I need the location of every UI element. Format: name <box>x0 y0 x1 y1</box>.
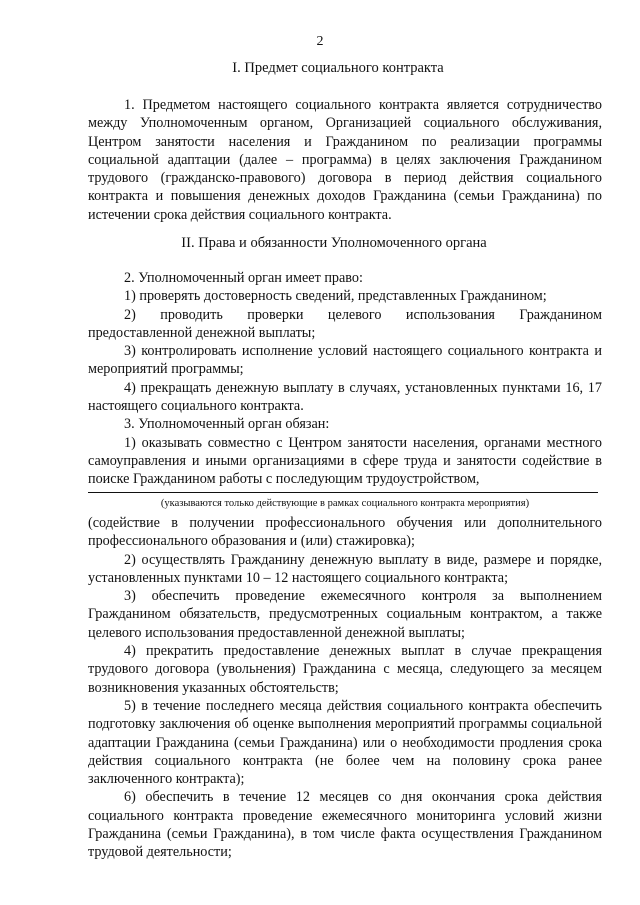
paragraph-3-item-6: 6) обеспечить в течение 12 месяцев со дня окончания срока действия социального контракта проведение ежемесячного мониторинга условий жизни Гражданина (семьи Гражданина), в том числе факта осуществления Гражданином трудовой деятельности; <box>88 789 602 861</box>
paragraph-2-item-2: 2) проводить проверки целевого использования Гражданином предоставленной денежной выплаты; <box>88 306 602 341</box>
section-2-body-continued <box>88 514 602 862</box>
paragraph-3-item-1-continued: (содействие в получении профессионального обучения или дополнительного профессионального образования и (или) стажировка); <box>88 515 602 550</box>
section-1-heading: I. Предмет социального контракта <box>232 60 444 76</box>
paragraph-2: 2. Уполномоченный орган имеет право: <box>124 270 363 286</box>
footnote-rule <box>88 492 598 493</box>
paragraph-1: 1. Предметом настоящего социального контракта является сотрудничество между Уполномоченным органом, Организацией социального обслуживания, Центром занятости населения и Гражданином по реализации программы социальной адаптации (далее – программа) в целях заключения Гражданином трудового (гражданско-правового) договора в период действия социального контракта и повышения денежных доходов Гражданина (семьи Гражданина) по истечении срока действия социального контракта. <box>88 97 602 223</box>
paragraph-2-item-1: 1) проверять достоверность сведений, представленных Гражданином; <box>124 288 547 305</box>
paragraph-2-item-4: 4) прекращать денежную выплату в случаях, установленных пунктами 16, 17 настоящего социального контракта. <box>88 379 602 415</box>
paragraph-3-item-5: 5) в течение последнего месяца действия социального контракта обеспечить подготовку заключения об оценке выполнения мероприятий программы социальной адаптации Гражданина (семьи Гражданина) или о необходимости продления срока действия социального контракта (не более чем на половину срока ранее заключенного контракта); <box>88 697 602 788</box>
section-1-body <box>88 96 602 224</box>
footnote-caption: (указываются только действующие в рамках социального контракта мероприятия) <box>160 498 530 509</box>
paragraph-3-item-3: 3) обеспечить проведение ежемесячного контроля за выполнением Гражданином обязательств, предусмотренных социальным контрактом, а также целевого использования предоставленной денежной выплаты; <box>88 588 602 641</box>
paragraph-3: 3. Уполномоченный орган обязан: <box>124 416 330 433</box>
section-2-body <box>88 269 602 489</box>
paragraph-2-item-3: 3) контролировать исполнение условий настоящего социального контракта и мероприятий программы; <box>88 343 602 378</box>
page-number: 2 <box>316 34 324 49</box>
paragraph-3-item-1: 1) оказывать совместно с Центром занятости населения, органами местного самоуправления и иными организациями в сфере труда и занятости содействие в поиске Гражданином работы с последующим трудоустройством, <box>88 434 602 488</box>
section-2-heading: II. Права и обязанности Уполномоченного органа <box>181 235 487 251</box>
paragraph-3-item-4: 4) прекратить предоставление денежных выплат в случае прекращения трудового договора (увольнения) Гражданина с месяца, следующего за месяцем возникновения указанных обстоятельств; <box>88 643 602 696</box>
paragraph-3-item-2: 2) осуществлять Гражданину денежную выплату в виде, размере и порядке, установленных пунктами 10 – 12 настоящего социального контракта; <box>88 551 602 586</box>
